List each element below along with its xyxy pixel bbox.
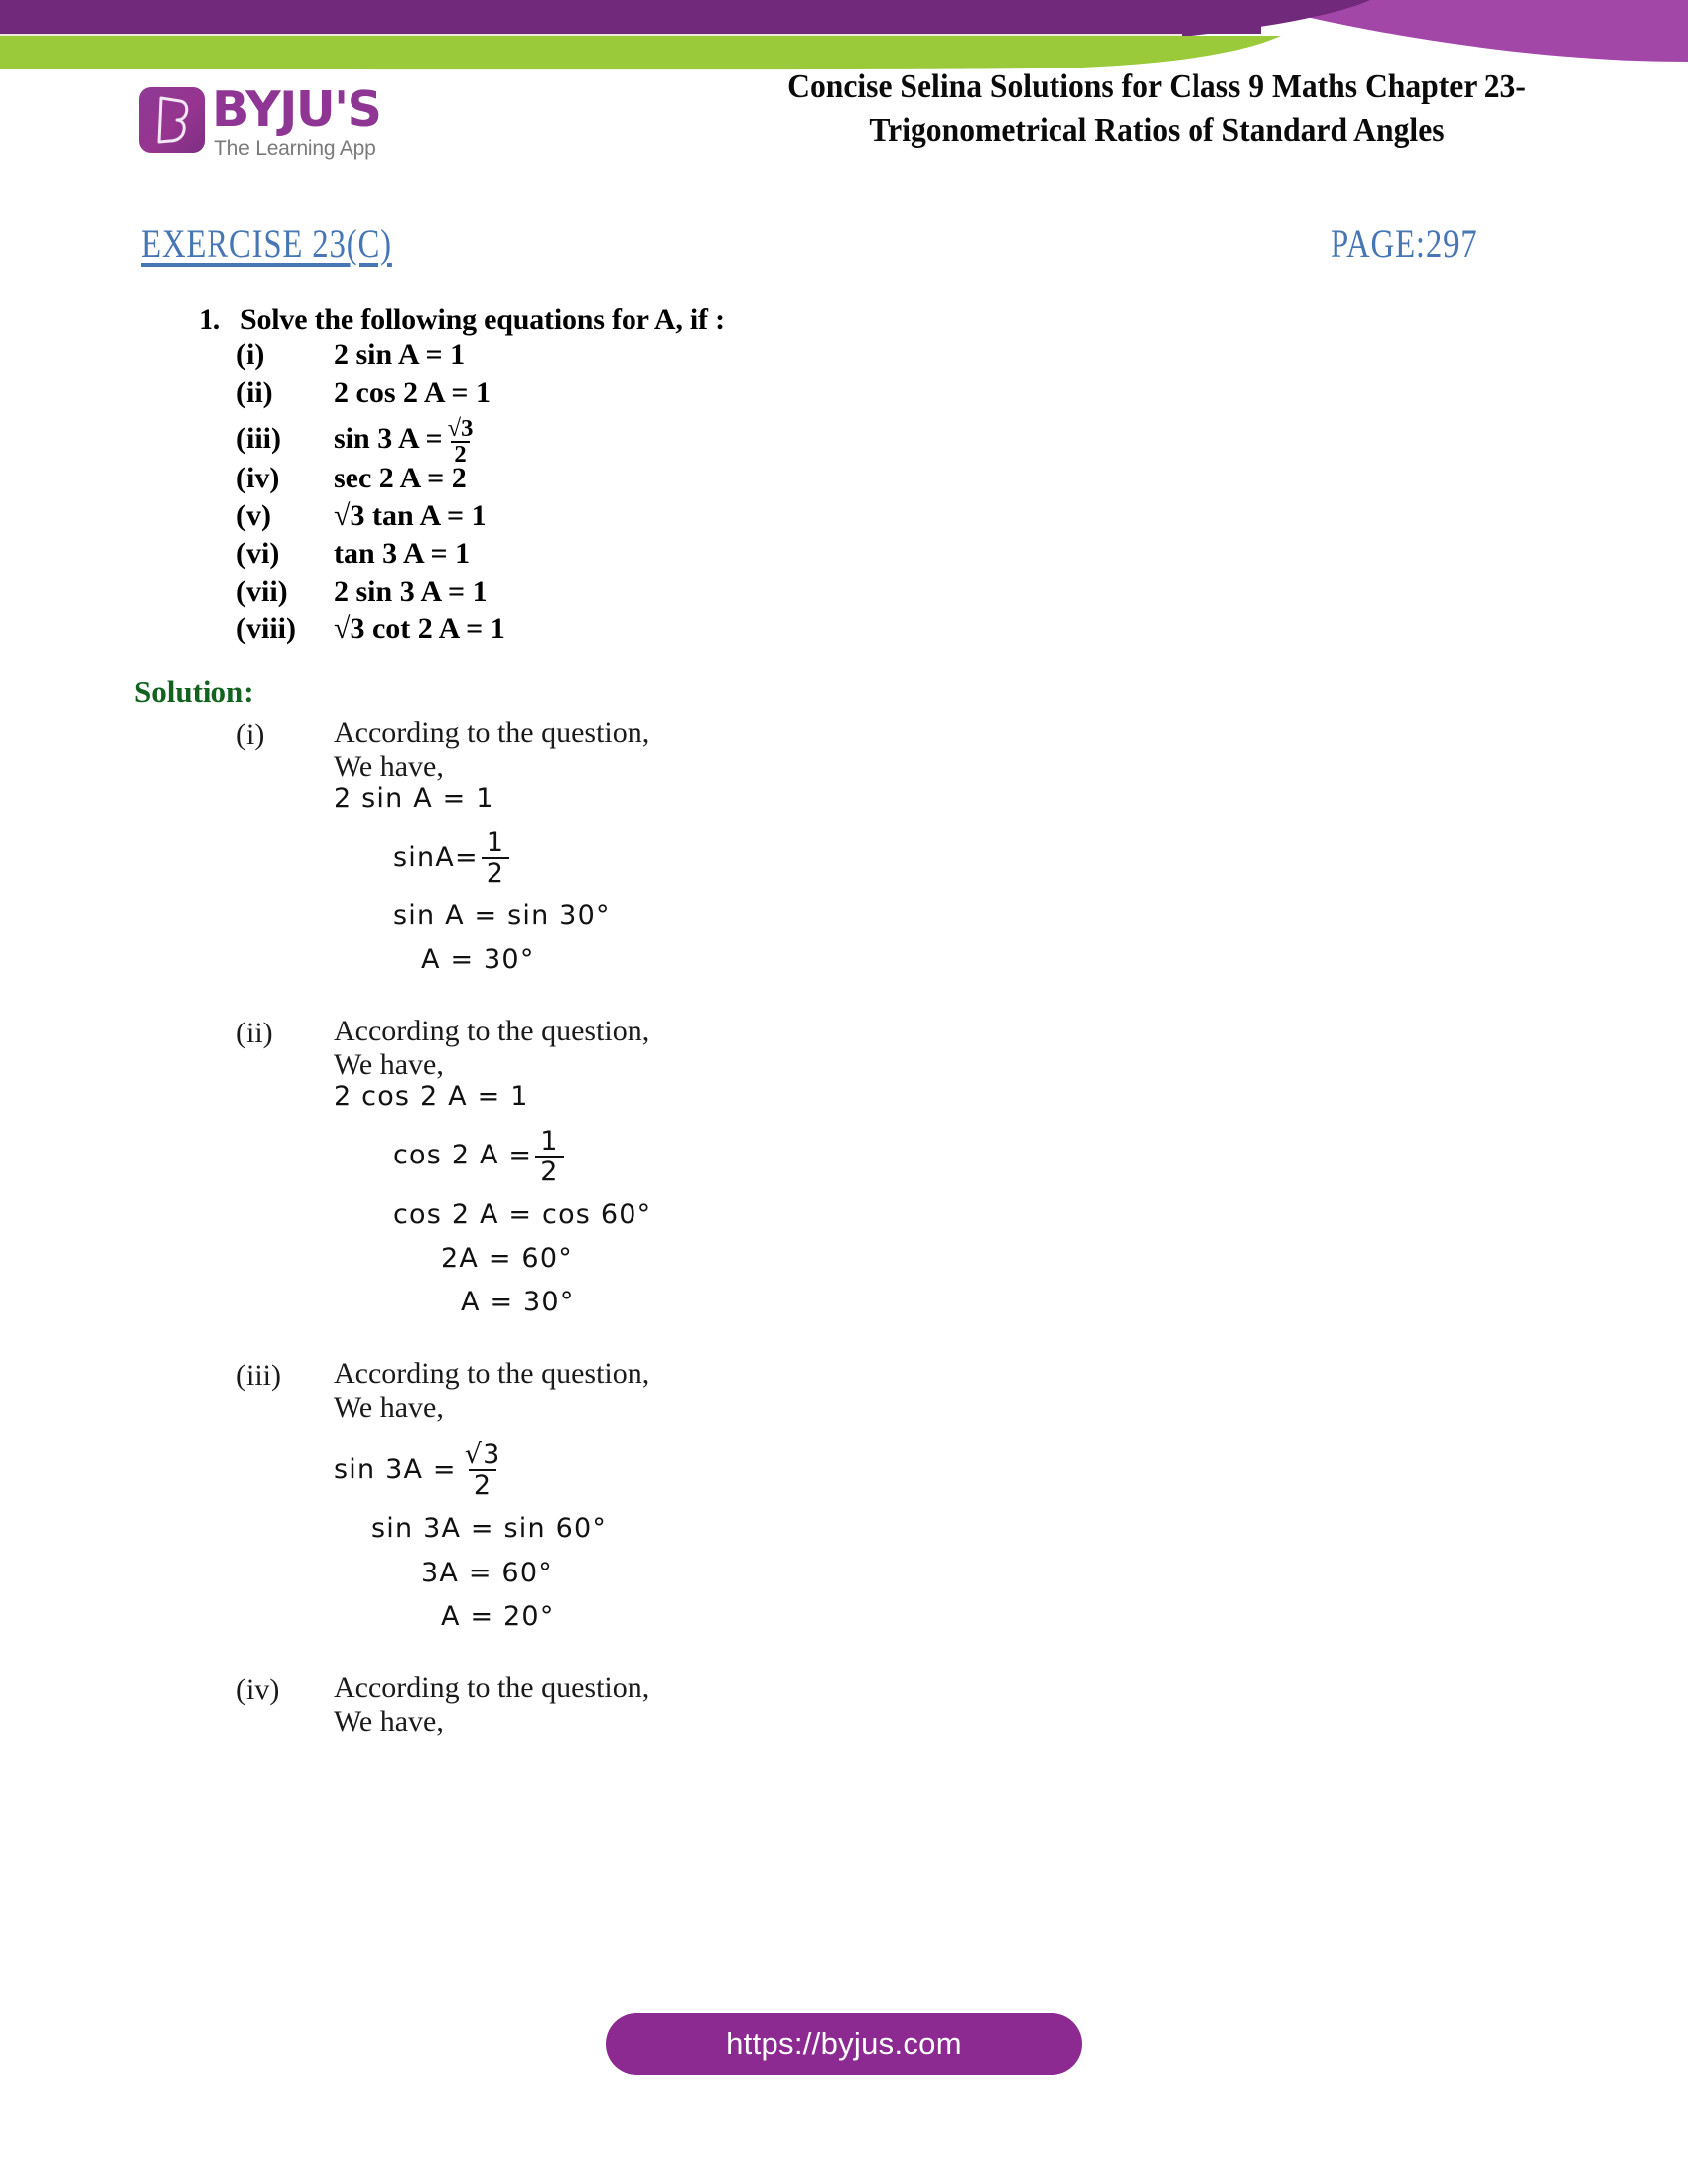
byjus-logo-text: BYJU'S	[212, 81, 381, 138]
fraction-denominator: 2	[535, 1156, 563, 1185]
question-item-roman: (ii)	[236, 376, 273, 409]
question-item-roman: (i)	[236, 339, 265, 371]
document-body	[0, 303, 1688, 1740]
fraction-numerator: √3	[447, 415, 474, 442]
solution-intro-line: According to the question,	[334, 716, 650, 749]
page-title-line-1: Concise Selina Solutions for Class 9 Maths Chapter 23-	[787, 68, 1526, 105]
solution-step: 2 sin A = 1	[334, 782, 494, 814]
solution-part-roman: (i)	[236, 718, 265, 751]
question-item	[236, 501, 1688, 539]
page-title	[728, 66, 1587, 152]
byjus-url-button[interactable]	[606, 2013, 1082, 2075]
fraction	[535, 1125, 563, 1187]
question-item-roman: (v)	[236, 499, 271, 532]
question-item-equation: √3 tan A = 1	[334, 499, 487, 532]
question-item	[236, 539, 1688, 577]
question-item-equation: 2 sin 3 A = 1	[334, 575, 488, 608]
fraction-numerator: 1	[486, 826, 505, 858]
question-item	[236, 464, 1688, 501]
byjus-logo-tagline: The Learning App	[214, 137, 376, 160]
question-item	[236, 415, 1688, 469]
fraction-denominator: 2	[451, 441, 469, 467]
byjus-url-label: https://byjus.com	[726, 2026, 962, 2061]
solution-part-roman: (iii)	[236, 1358, 281, 1392]
fraction-numerator: 1	[540, 1125, 559, 1157]
question-prompt: Solve the following equations for A, if :	[240, 303, 725, 336]
fraction-denominator: 2	[482, 857, 509, 887]
question-item-roman: (iv)	[236, 462, 280, 494]
solution-step-lhs: cos 2 A =	[393, 1140, 533, 1171]
page-title-line-2: Trigonometrical Ratios of Standard Angles	[869, 111, 1445, 149]
question-item-roman: (vi)	[236, 537, 280, 570]
question-item	[236, 614, 1688, 652]
solution-part	[0, 1015, 1688, 1317]
question-item-equation: sec 2 A = 2	[334, 462, 467, 494]
solution-intro-line: According to the question,	[334, 1014, 650, 1047]
solution-heading: Solution:	[134, 674, 254, 709]
solution-intro-line: According to the question,	[334, 1356, 650, 1390]
solution-step: 2 cos 2 A = 1	[334, 1081, 529, 1113]
question-item-roman: (iii)	[236, 421, 281, 455]
question-item-roman: (viii)	[236, 613, 296, 645]
question-item-equation: √3 cot 2 A = 1	[334, 613, 505, 645]
solution-part-roman: (iv)	[236, 1673, 280, 1706]
question-item	[236, 378, 1688, 416]
fraction	[482, 826, 509, 888]
solution-step: 2A = 60°	[441, 1242, 573, 1274]
solution-step-lhs: sin 3A =	[334, 1454, 457, 1486]
byjus-logo	[139, 81, 467, 177]
solution-step: A = 30°	[461, 1287, 575, 1318]
solution-step: sin 3A = sin 60°	[371, 1513, 608, 1545]
byjus-logo-mark-icon	[139, 87, 205, 153]
question-item-equation-prefix: sin 3 A =	[334, 421, 443, 455]
question-heading	[199, 303, 1688, 337]
solution-part	[0, 1357, 1688, 1632]
question-item-equation: 2 cos 2 A = 1	[334, 376, 491, 409]
solution-step: cos 2 A = cos 60°	[393, 1198, 652, 1230]
solution-step-lhs: sinA=	[393, 841, 479, 873]
solution-intro-line: We have,	[334, 750, 444, 783]
solution-step	[393, 1125, 1688, 1187]
question-number: 1.	[199, 303, 221, 336]
question-item	[236, 341, 1688, 378]
solution-part	[0, 1671, 1688, 1740]
solution-part	[0, 716, 1688, 975]
solution-intro-line: We have,	[334, 1706, 444, 1739]
exercise-heading: EXERCISE 23(C)	[141, 221, 392, 266]
question-item-equation: 2 sin A = 1	[334, 339, 466, 371]
solution-step	[334, 1439, 1688, 1502]
fraction-numerator: √3	[464, 1439, 501, 1471]
page-number-label: PAGE:297	[1331, 221, 1477, 266]
solution-step: 3A = 60°	[421, 1557, 553, 1588]
fraction	[445, 417, 477, 467]
question-item-roman: (vii)	[236, 575, 288, 608]
fraction	[460, 1439, 506, 1502]
fraction-denominator: 2	[469, 1469, 496, 1499]
question-item	[236, 577, 1688, 614]
question-item-equation: tan 3 A = 1	[334, 537, 471, 570]
solution-step: A = 20°	[441, 1600, 555, 1632]
solution-step: sin A = sin 30°	[393, 899, 611, 931]
solution-intro-line: We have,	[334, 1048, 444, 1082]
solution-step	[393, 826, 1688, 888]
question-items-list	[0, 341, 1688, 652]
solution-intro-line: We have,	[334, 1391, 444, 1425]
solution-part-roman: (ii)	[236, 1016, 273, 1049]
solution-step: A = 30°	[421, 944, 535, 976]
solution-intro-line: According to the question,	[334, 1671, 650, 1705]
question-item-equation	[334, 415, 478, 469]
